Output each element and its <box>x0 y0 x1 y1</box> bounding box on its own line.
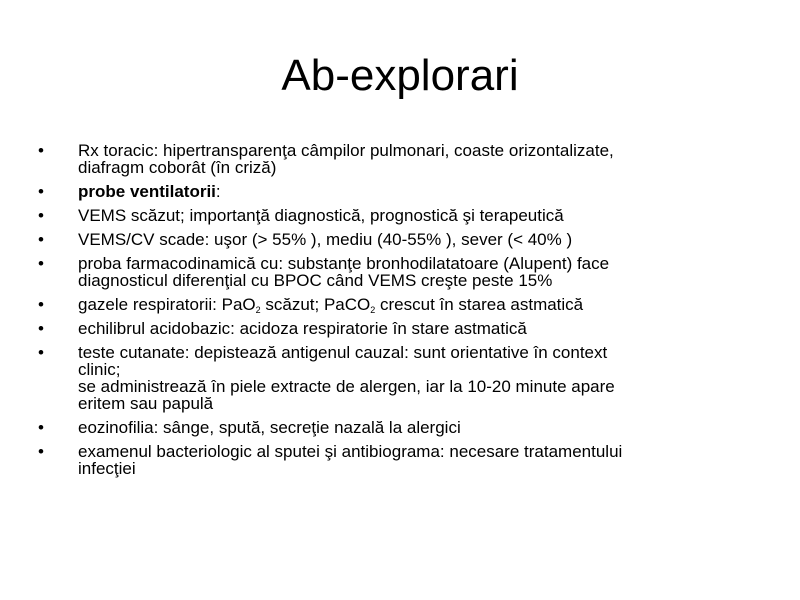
bullet-item-probe-ventilatorii <box>38 183 728 200</box>
subscript: 2 <box>370 305 376 315</box>
bullet-text-line: diagnosticul diferenţial cu BPOC când VEMS creşte peste 15% <box>78 271 553 290</box>
bullet-text-line: VEMS scăzut; importanţă diagnostică, prognostică şi terapeutică <box>78 206 564 225</box>
bullet-text-line: clinic; <box>78 360 121 379</box>
bullet-text-line: VEMS/CV scade: uşor (> 55% ), mediu (40-55% ), sever (< 40% ) <box>78 230 573 249</box>
bullet-icon: • <box>38 182 44 201</box>
bullet-item-teste-cutanate <box>38 344 728 412</box>
bullet-text-line: Rx toracic: hipertransparenţa câmpilor pulmonari, coaste orizontalizate, <box>78 141 614 160</box>
bullet-item-rx-toracic <box>38 142 728 176</box>
bullet-text: crescut în starea astmatică <box>375 295 584 314</box>
bullet-text-line: examenul bacteriologic al sputei şi antibiograma: necesare tratamentului <box>78 442 623 461</box>
bullet-icon: • <box>38 206 44 225</box>
bullet-icon: • <box>38 343 44 362</box>
bullet-text: gazele respiratorii: PaO <box>78 295 256 314</box>
bullet-item-eozinofilia <box>38 419 728 436</box>
bullet-text-line: se administrează în piele extracte de alergen, iar la 10-20 minute apare <box>78 377 615 396</box>
bullet-icon: • <box>38 418 44 437</box>
bullet-text: : <box>215 182 221 201</box>
bullet-text-line: eozinofilia: sânge, spută, secreţie nazală la alergici <box>78 418 461 437</box>
bullet-text: scăzut; PaCO <box>260 295 371 314</box>
bullet-icon: • <box>38 254 44 273</box>
bullet-list <box>38 142 728 484</box>
bullet-item-examenul-bacteriologic <box>38 443 728 477</box>
slide-title: Ab-explorari <box>281 51 519 100</box>
bullet-item-echilibrul-acidobazic <box>38 320 728 337</box>
bullet-item-gazele-respiratorii <box>38 296 728 313</box>
bullet-text-line: eritem sau papulă <box>78 394 214 413</box>
bullet-item-vems <box>38 207 728 224</box>
bullet-text-line: echilibrul acidobazic: acidoza respiratorie în stare astmatică <box>78 319 527 338</box>
bullet-text-line: teste cutanate: depistează antigenul cauzal: sunt orientative în context <box>78 343 608 362</box>
bullet-icon: • <box>38 230 44 249</box>
bullet-text-line: infecţiei <box>78 459 136 478</box>
bullet-icon: • <box>38 442 44 461</box>
bullet-icon: • <box>38 295 44 314</box>
bullet-text-bold: probe ventilatorii <box>78 182 216 201</box>
bullet-item-proba-farmacodinamica <box>38 255 728 289</box>
bullet-item-vems-cv <box>38 231 728 248</box>
bullet-text-line: diafragm coborât (în criză) <box>78 158 277 177</box>
bullet-text-line: proba farmacodinamică cu: substanţe bronhodilatatoare (Alupent) face <box>78 254 610 273</box>
bullet-icon: • <box>38 319 44 338</box>
subscript: 2 <box>255 305 261 315</box>
bullet-icon: • <box>38 141 44 160</box>
